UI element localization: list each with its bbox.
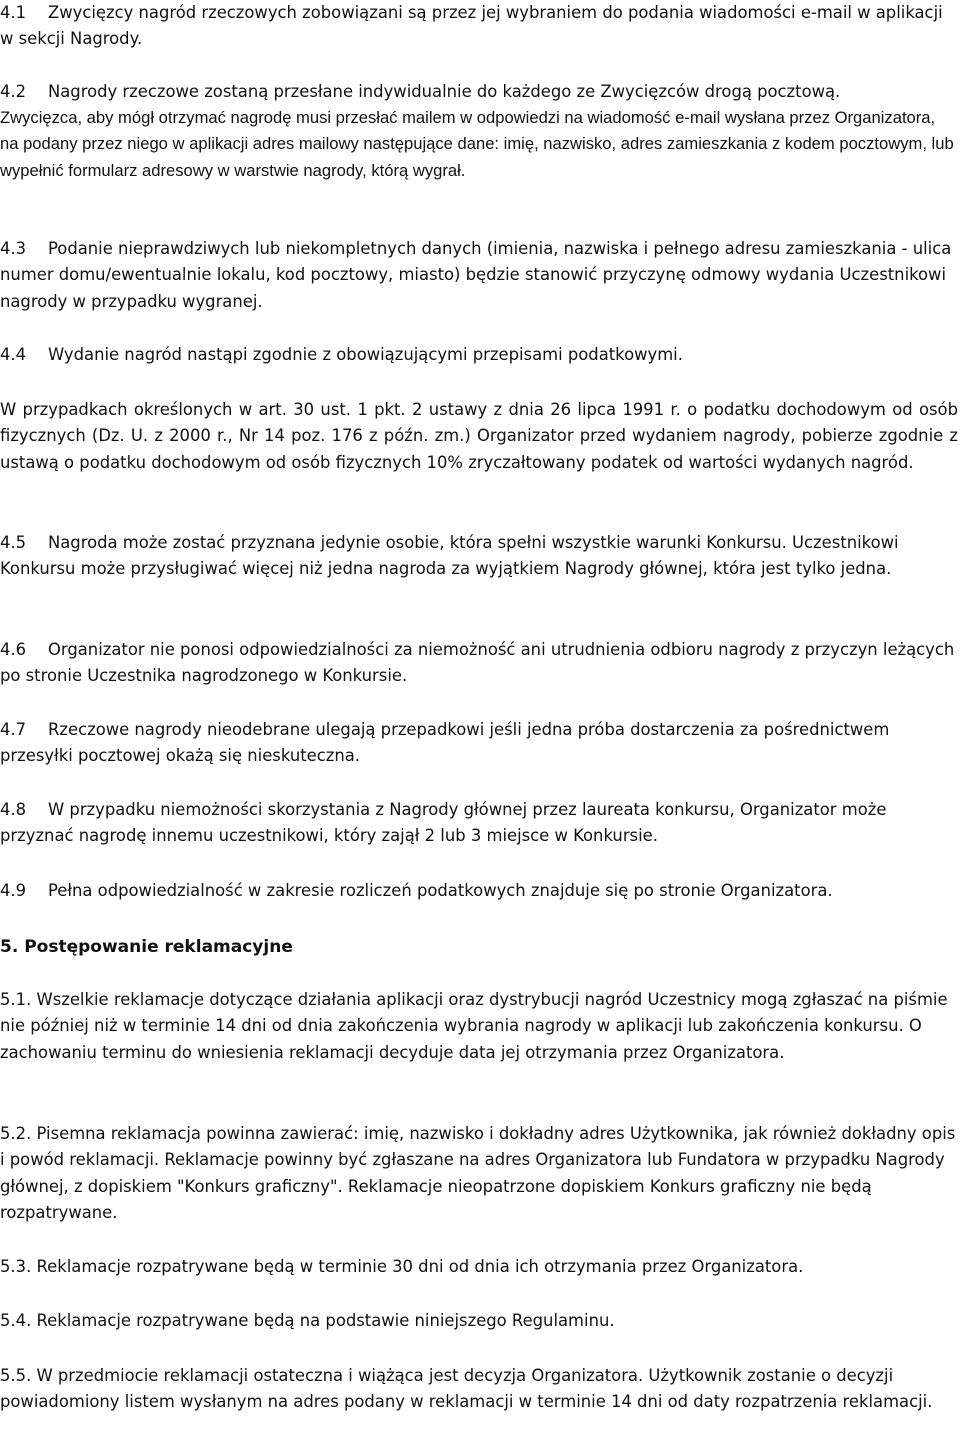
paragraph-number: 4.7 — [0, 720, 27, 739]
paragraph-5-5: 5.5. W przedmiocie reklamacji ostateczna i wiążąca jest decyzja Organizatora. Użytkownik zostanie o decyzji powiadomiony listem wysłanym na adres podany w reklamacji w terminie 14 dni od daty rozpatrzenia reklamacji. — [0, 1366, 933, 1412]
paragraph-4-7 — [0, 717, 958, 770]
paragraph-4-8 — [0, 797, 958, 850]
paragraph-text: Nagrody rzeczowe zostaną przesłane indywidualnie do każdego ze Zwycięzców drogą pocztową. — [48, 82, 841, 101]
paragraph-4-6 — [0, 637, 958, 690]
paragraph-4-2 — [0, 79, 958, 105]
paragraph-number: 4.6 — [0, 640, 27, 659]
paragraph-text: Podanie nieprawdziwych lub niekompletnych danych (imienia, nazwiska i pełnego adresu zamieszkania - ulica numer domu/ewentualnie lokalu, kod pocztowy, miasto) będzie stanowić przyczynę odmowy wydania Uczestnikowi nagrody w przypadku wygranej. — [0, 239, 952, 311]
paragraph-number: 4.4 — [0, 345, 27, 364]
paragraph-text: Pełna odpowiedzialność w zakresie rozliczeń podatkowych znajduje się po stronie Organizatora. — [48, 881, 833, 900]
paragraph-number: 4.2 — [0, 82, 27, 101]
paragraph-4-1 — [0, 0, 958, 53]
paragraph-text: Organizator nie ponosi odpowiedzialności za niemożność ani utrudnienia odbioru nagrody z przyczyn leżących po stronie Uczestnika nagrodzonego w Konkursie. — [0, 640, 955, 686]
paragraph-5-1: 5.1. Wszelkie reklamacje dotyczące działania aplikacji oraz dystrybucji nagród Uczestnicy mogą zgłaszać na piśmie nie później niż w terminie 14 dni od dnia zakończenia wybrania nagrody w aplikacji lub zakończenia konkursu. O zachowaniu terminu do wniesienia reklamacji decyduje data jej otrzymania przez Organizatora. — [0, 990, 948, 1062]
paragraph-number: 4.1 — [0, 3, 27, 22]
paragraph-text: W przypadku niemożności skorzystania z Nagrody głównej przez laureata konkursu, Organizator może przyznać nagrodę innemu uczestnikowi, który zajął 2 lub 3 miejsce w Konkursie. — [0, 800, 887, 846]
paragraph-number: 4.5 — [0, 533, 27, 552]
paragraph-4-5 — [0, 530, 958, 583]
paragraph-4-2-details: Zwycięzca, aby mógł otrzymać nagrodę musi przesłać mailem w odpowiedzi na wiadomość e-mail wysłana przez Organizatora, na podany przez niego w aplikacji adres mailowy następujące dane: imię, nazwisko, adres zamieszkania z kodem pocztowym, lub wypełnić formularz adresowy w warstwie nagrody, którą wygrał. — [0, 108, 954, 180]
paragraph-5-2: 5.2. Pisemna reklamacja powinna zawierać: imię, nazwisko i dokładny adres Użytkownika, jak również dokładny opis i powód reklamacji. Reklamacje powinny być zgłaszane na adres Organizatora lub Fundatora w przypadku Nagrody głównej, z dopiskiem "Konkurs graficzny". Reklamacje nieopatrzone dopiskiem Konkurs graficzny nie będą rozpatrywane. — [0, 1124, 956, 1222]
section-5-heading: 5. Postępowanie reklamacyjne — [0, 937, 293, 957]
paragraph-text: Nagroda może zostać przyznana jedynie osobie, która spełni wszystkie warunki Konkursu. Uczestnikowi Konkursu może przysługiwać więcej niż jedna nagroda za wyjątkiem Nagrody głównej, która jest tylko jedna. — [0, 533, 899, 579]
paragraph-number: 4.3 — [0, 239, 27, 258]
paragraph-4-9 — [0, 878, 958, 904]
paragraph-text: Wydanie nagród nastąpi zgodnie z obowiązującymi przepisami podatkowymi. — [48, 345, 683, 364]
paragraph-number: 4.9 — [0, 881, 27, 900]
paragraph-4-4-tax: W przypadkach określonych w art. 30 ust. 1 pkt. 2 ustawy z dnia 26 lipca 1991 r. o podatku dochodowym od osób fizycznych (Dz. U. z 2000 r., Nr 14 poz. 176 z późn. zm.) Organizator przed wydaniem nagrody, pobierze zgodnie z ustawą o podatku dochodowym od osób fizycznych 10% zryczałtowany podatek od wartości wydanych nagród. — [0, 400, 958, 472]
paragraph-5-3: 5.3. Reklamacje rozpatrywane będą w terminie 30 dni od dnia ich otrzymania przez Organizatora. — [0, 1257, 804, 1276]
paragraph-number: 4.8 — [0, 800, 27, 819]
paragraph-5-4: 5.4. Reklamacje rozpatrywane będą na podstawie niniejszego Regulaminu. — [0, 1311, 615, 1330]
paragraph-text: Zwycięzcy nagród rzeczowych zobowiązani są przez jej wybraniem do podania wiadomości e-mail w aplikacji w sekcji Nagrody. — [0, 3, 943, 49]
paragraph-4-4 — [0, 342, 958, 368]
paragraph-text: Rzeczowe nagrody nieodebrane ulegają przepadkowi jeśli jedna próba dostarczenia za pośrednictwem przesyłki pocztowej okażą się nieskuteczna. — [0, 720, 890, 766]
paragraph-4-3 — [0, 236, 958, 315]
